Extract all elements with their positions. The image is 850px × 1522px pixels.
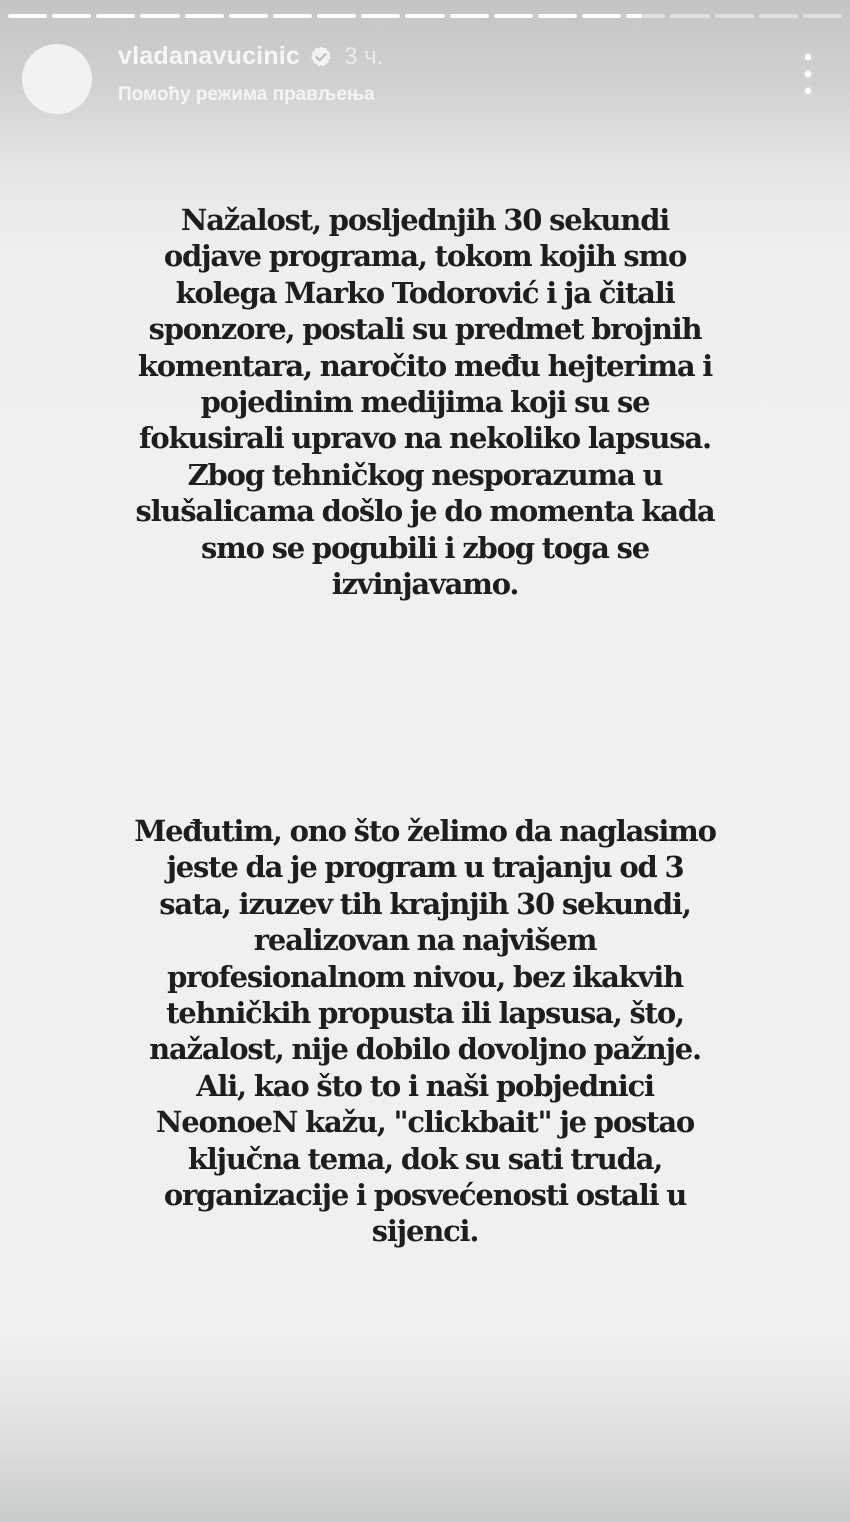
story-text-line: izvinjavamo.: [331, 567, 519, 602]
progress-segment-fill: [405, 14, 444, 18]
progress-segment: [361, 14, 400, 18]
story-text-line: sata, izuzev tih krajnjih 30 sekundi,: [159, 886, 691, 921]
progress-segment: [626, 14, 665, 18]
progress-segment-fill: [229, 14, 268, 18]
username[interactable]: vladanavucinic: [118, 42, 301, 70]
story-text-line: ključna tema, dok su sati truda,: [187, 1141, 663, 1176]
story-text-line: komentara, naročito među hejterima i: [137, 348, 713, 383]
progress-segment-fill: [361, 14, 400, 18]
progress-segment-fill: [494, 14, 533, 18]
progress-segment-fill: [538, 14, 577, 18]
progress-segment: [96, 14, 135, 18]
story-text-line: slušalicama došlo je do momenta kada: [135, 494, 715, 529]
progress-segment: [405, 14, 444, 18]
progress-segment: [450, 14, 489, 18]
story-text-line: smo se pogubili i zbog toga se: [201, 530, 649, 565]
story-text-line: sponzore, postali su predmet brojnih: [148, 312, 702, 347]
progress-segment-fill: [317, 14, 356, 18]
story-text-line: profesionalnom nivou, bez ikakvih: [167, 959, 683, 994]
story-text-line: nažalost, nije dobilo dovoljno pažnje.: [149, 1032, 701, 1067]
more-vertical-icon: [805, 88, 811, 94]
avatar[interactable]: [22, 44, 92, 114]
time-ago: 3 ч.: [344, 42, 384, 70]
created-with-label[interactable]: Помоћу режима прављења: [118, 84, 375, 105]
story-text-line: odjave programa, tokom kojih smo: [163, 239, 687, 274]
progress-segment: [670, 14, 709, 18]
verified-badge-icon: [309, 45, 333, 69]
story-header: [22, 40, 828, 110]
story-text-line: Zbog tehničkog nesporazuma u: [187, 457, 663, 492]
story-text-line: sijenci.: [371, 1214, 479, 1249]
progress-segment: [538, 14, 577, 18]
story-progress-bar: [8, 14, 842, 18]
progress-segment-fill: [626, 14, 642, 18]
progress-segment: [229, 14, 268, 18]
progress-segment: [317, 14, 356, 18]
story-text-line: jeste da je program u trajanju od 3: [166, 850, 684, 885]
story-text-line: realizovan na najvišem: [253, 923, 597, 958]
progress-segment: [8, 14, 47, 18]
progress-segment-fill: [140, 14, 179, 18]
progress-segment: [273, 14, 312, 18]
story-text-line: kolega Marko Todorović i ja čitali: [175, 275, 675, 310]
story-text-line: pojedinim medijima koji su se: [200, 385, 650, 420]
more-vertical-icon: [805, 71, 811, 77]
progress-segment: [582, 14, 621, 18]
story-paragraph-2: [40, 813, 810, 1250]
more-vertical-icon: [805, 54, 811, 60]
progress-segment-fill: [8, 14, 47, 18]
story-text-line: Međutim, ono što želimo da naglasimo: [134, 814, 716, 848]
story-text-line: Nažalost, posljednjih 30 sekundi: [180, 203, 670, 237]
progress-segment: [52, 14, 91, 18]
story-text-line: organizacije i posvećenosti ostali u: [163, 1178, 687, 1213]
progress-segment-fill: [450, 14, 489, 18]
progress-segment: [803, 14, 842, 18]
progress-segment: [140, 14, 179, 18]
story-text-line: NeonoeN kažu, "clickbait" je postao: [155, 1105, 695, 1140]
story-paragraph-1: [40, 202, 810, 602]
progress-segment-fill: [273, 14, 312, 18]
progress-segment-fill: [185, 14, 224, 18]
progress-segment: [494, 14, 533, 18]
story-text-line: tehničkih propusta ili lapsusa, što,: [166, 996, 684, 1031]
progress-segment: [759, 14, 798, 18]
story-text-line: Ali, kao što to i naši pobjednici: [196, 1068, 654, 1103]
progress-segment: [715, 14, 754, 18]
story-text-line: fokusirali upravo na nekoliko lapsusa.: [139, 421, 711, 456]
progress-segment-fill: [52, 14, 91, 18]
progress-segment: [185, 14, 224, 18]
progress-segment-fill: [582, 14, 621, 18]
progress-segment-fill: [96, 14, 135, 18]
more-options-button[interactable]: [798, 50, 818, 98]
user-line: [118, 42, 383, 71]
